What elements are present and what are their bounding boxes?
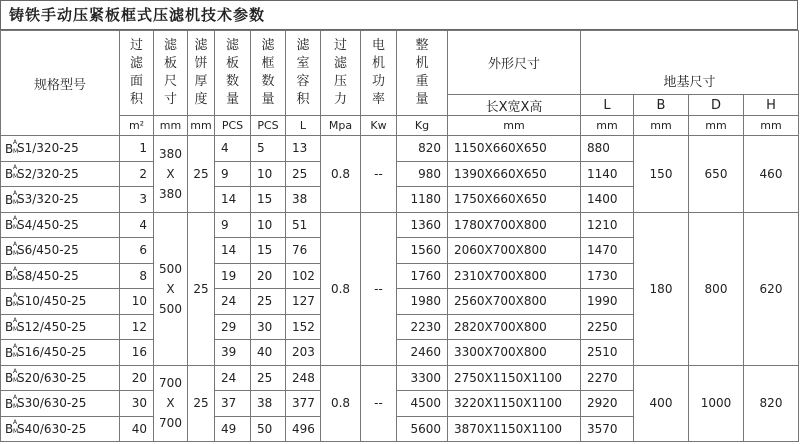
- unit-base-b: mm: [634, 116, 689, 136]
- dims-cell: 3220X1150X1100: [448, 391, 581, 417]
- dims-cell: 3300X700X800: [448, 340, 581, 366]
- frames-cell: 5: [251, 136, 286, 162]
- base-d-cell: 650: [689, 136, 744, 213]
- model-prefix-a: A: [13, 266, 18, 273]
- base-d-cell: 800: [689, 212, 744, 365]
- unit-frame-num: PCS: [251, 116, 286, 136]
- header-char: 量: [225, 92, 239, 107]
- plates-cell: 14: [215, 187, 251, 213]
- base-l-cell: 2510: [581, 340, 634, 366]
- volume-cell: 248: [286, 365, 321, 391]
- unit-area: m²: [120, 116, 154, 136]
- header-char: 过: [129, 38, 143, 53]
- frames-cell: 25: [251, 365, 286, 391]
- base-l-cell: 1470: [581, 238, 634, 264]
- volume-cell: 25: [286, 161, 321, 187]
- model-prefix: [5, 266, 19, 283]
- model-prefix: [5, 317, 19, 334]
- header-base-h: H: [744, 95, 799, 116]
- model-prefix-b: B: [5, 396, 14, 411]
- frames-cell: 38: [251, 391, 286, 417]
- header-power: [361, 31, 397, 116]
- model-prefix-a: A: [13, 189, 18, 197]
- model-prefix: [5, 189, 19, 207]
- model-text: S12/450-25: [17, 319, 87, 334]
- header-char: 机: [371, 56, 385, 71]
- header-char: 厚: [194, 74, 208, 89]
- weight-cell: 1980: [397, 289, 448, 315]
- table-title: 铸铁手动压紧板框式压滤机技术参数: [0, 0, 798, 30]
- model-prefix-m: M: [13, 377, 19, 384]
- plates-cell: 29: [215, 314, 251, 340]
- area-cell: 16: [120, 340, 154, 366]
- header-base-l: L: [581, 95, 634, 116]
- area-cell: 10: [120, 289, 154, 315]
- frames-cell: 15: [251, 238, 286, 264]
- model-prefix-b: B: [5, 141, 14, 156]
- unit-cake: mm: [188, 116, 215, 136]
- model-prefix-m: M: [13, 428, 19, 435]
- model-text: S4/450-25: [17, 217, 79, 232]
- base-b-cell: 180: [634, 212, 689, 365]
- model-prefix-b: B: [5, 218, 14, 232]
- model-prefix-a: A: [13, 291, 18, 299]
- header-char: 度: [194, 92, 208, 107]
- dims-cell: 2060X700X800: [448, 238, 581, 264]
- area-cell: 40: [120, 416, 154, 442]
- plates-cell: 39: [215, 340, 251, 366]
- plates-cell: 37: [215, 391, 251, 417]
- header-char: 率: [371, 92, 385, 107]
- header-char: 数: [225, 74, 239, 89]
- model-prefix: [5, 393, 19, 411]
- header-char: 滤: [261, 38, 275, 53]
- header-char: 尺: [163, 74, 177, 89]
- model-cell: [1, 161, 120, 187]
- base-h-cell: 620: [744, 212, 799, 365]
- base-b-cell: 150: [634, 136, 689, 213]
- frames-cell: 25: [251, 289, 286, 315]
- base-b-cell: 400: [634, 365, 689, 442]
- header-char: 功: [371, 74, 385, 89]
- header-model: 规格型号: [1, 31, 120, 136]
- model-cell: [1, 314, 120, 340]
- header-base: 地基尺寸: [581, 31, 799, 95]
- base-l-cell: 2270: [581, 365, 634, 391]
- model-cell: [1, 136, 120, 162]
- unit-base-d: mm: [689, 116, 744, 136]
- model-prefix-a: A: [13, 215, 18, 222]
- header-weight: [397, 31, 448, 116]
- plate-size-part: X: [166, 396, 175, 411]
- plate-size-cell: [154, 136, 188, 213]
- model-text: S8/450-25: [17, 268, 79, 283]
- header-volume: [286, 31, 321, 116]
- pressure-cell: 0.8: [321, 365, 361, 442]
- header-char: 压: [333, 74, 347, 89]
- model-cell: [1, 212, 120, 238]
- plates-cell: 9: [215, 161, 251, 187]
- model-prefix-m: M: [13, 173, 19, 180]
- base-d-cell: 1000: [689, 365, 744, 442]
- volume-cell: 377: [286, 391, 321, 417]
- plate-size-part: 500: [159, 261, 182, 276]
- base-l-cell: 1400: [581, 187, 634, 213]
- model-prefix-m: M: [13, 224, 19, 231]
- table-row: [1, 365, 799, 391]
- area-cell: 2: [120, 161, 154, 187]
- model-prefix-a: A: [13, 393, 18, 401]
- base-l-cell: 1140: [581, 161, 634, 187]
- model-prefix-b: B: [5, 269, 14, 283]
- header-base-b: B: [634, 95, 689, 116]
- area-cell: 4: [120, 212, 154, 238]
- area-cell: 12: [120, 314, 154, 340]
- weight-cell: 1360: [397, 212, 448, 238]
- model-prefix-a: A: [13, 419, 18, 426]
- power-cell: --: [361, 136, 397, 213]
- header-plate-num: [215, 31, 251, 116]
- header-char: 室: [296, 56, 310, 71]
- plate-size-part: 700: [159, 376, 182, 391]
- model-text: S2/320-25: [17, 166, 79, 181]
- volume-cell: 102: [286, 263, 321, 289]
- header-base-d: D: [689, 95, 744, 116]
- header-char: 饼: [194, 56, 208, 71]
- header-pressure: [321, 31, 361, 116]
- model-prefix: [5, 164, 19, 181]
- model-prefix-b: B: [5, 320, 14, 334]
- unit-outer: mm: [448, 116, 581, 136]
- model-cell: [1, 238, 120, 264]
- base-l-cell: 2920: [581, 391, 634, 417]
- base-l-cell: 1730: [581, 263, 634, 289]
- plate-size-part: 380: [159, 186, 182, 201]
- model-text: S10/450-25: [17, 294, 87, 308]
- base-l-cell: 1210: [581, 212, 634, 238]
- area-cell: 6: [120, 238, 154, 264]
- model-cell: [1, 289, 120, 315]
- header-char: 电: [371, 38, 385, 53]
- table-row: [1, 136, 799, 162]
- area-cell: 20: [120, 365, 154, 391]
- model-cell: [1, 391, 120, 417]
- header-char: 机: [415, 56, 429, 71]
- plates-cell: 49: [215, 416, 251, 442]
- frames-cell: 40: [251, 340, 286, 366]
- model-cell: [1, 365, 120, 391]
- weight-cell: 820: [397, 136, 448, 162]
- cake-cell: 25: [188, 212, 215, 365]
- header-char: 数: [261, 74, 275, 89]
- dims-cell: 1750X660X650: [448, 187, 581, 213]
- plate-size-part: 500: [159, 301, 182, 316]
- model-prefix-m: M: [13, 351, 19, 359]
- header-char: 板: [163, 56, 177, 71]
- header-char: 寸: [163, 92, 177, 107]
- frames-cell: 10: [251, 161, 286, 187]
- frames-cell: 20: [251, 263, 286, 289]
- plates-cell: 4: [215, 136, 251, 162]
- dims-cell: 2750X1150X1100: [448, 365, 581, 391]
- plate-size-part: X: [166, 281, 175, 296]
- base-l-cell: 3570: [581, 416, 634, 442]
- pressure-cell: 0.8: [321, 136, 361, 213]
- model-prefix: [5, 215, 19, 232]
- area-cell: 30: [120, 391, 154, 417]
- frames-cell: 10: [251, 212, 286, 238]
- weight-cell: 1560: [397, 238, 448, 264]
- model-prefix-m: M: [13, 402, 19, 410]
- model-prefix-b: B: [5, 422, 14, 436]
- header-char: 滤: [333, 56, 347, 71]
- header-char: 量: [415, 92, 429, 107]
- header-char: 板: [225, 56, 239, 71]
- model-prefix: [5, 368, 19, 385]
- model-text: S3/320-25: [17, 192, 79, 206]
- model-text: S1/320-25: [17, 141, 79, 155]
- area-cell: 8: [120, 263, 154, 289]
- frames-cell: 50: [251, 416, 286, 442]
- model-cell: [1, 263, 120, 289]
- model-prefix: [5, 138, 19, 156]
- weight-cell: 980: [397, 161, 448, 187]
- base-h-cell: 460: [744, 136, 799, 213]
- dims-cell: 1150X660X650: [448, 136, 581, 162]
- model-prefix-a: A: [13, 317, 18, 324]
- power-cell: --: [361, 365, 397, 442]
- base-l-cell: 1990: [581, 289, 634, 315]
- model-prefix-b: B: [5, 294, 14, 309]
- model-text: S16/450-25: [17, 345, 87, 359]
- header-char: 过: [333, 38, 347, 53]
- model-prefix-b: B: [5, 371, 14, 385]
- header-char: 容: [296, 74, 310, 89]
- model-prefix-b: B: [5, 243, 14, 258]
- weight-cell: 2230: [397, 314, 448, 340]
- spec-table: [0, 30, 799, 442]
- model-prefix: [5, 291, 19, 309]
- plates-cell: 19: [215, 263, 251, 289]
- volume-cell: 13: [286, 136, 321, 162]
- header-char: 滤: [129, 56, 143, 71]
- header-char: 积: [129, 92, 143, 107]
- model-prefix-a: A: [13, 368, 18, 375]
- volume-cell: 76: [286, 238, 321, 264]
- area-cell: 3: [120, 187, 154, 213]
- model-prefix-m: M: [13, 326, 19, 333]
- plates-cell: 24: [215, 365, 251, 391]
- weight-cell: 2460: [397, 340, 448, 366]
- dims-cell: 1780X700X800: [448, 212, 581, 238]
- volume-cell: 203: [286, 340, 321, 366]
- model-prefix-a: A: [13, 138, 18, 146]
- unit-weight: Kg: [397, 116, 448, 136]
- plate-size-part: 700: [159, 416, 182, 431]
- unit-pressure: Mpa: [321, 116, 361, 136]
- frames-cell: 15: [251, 187, 286, 213]
- volume-cell: 51: [286, 212, 321, 238]
- model-prefix-a: A: [13, 240, 18, 248]
- model-text: S30/630-25: [17, 396, 87, 410]
- power-cell: --: [361, 212, 397, 365]
- base-l-cell: 2250: [581, 314, 634, 340]
- unit-plate-size: mm: [154, 116, 188, 136]
- model-text: S20/630-25: [17, 370, 87, 385]
- model-cell: [1, 340, 120, 366]
- header-outer-sub: 长X宽X高: [448, 95, 581, 116]
- weight-cell: 4500: [397, 391, 448, 417]
- dims-cell: 1390X660X650: [448, 161, 581, 187]
- model-prefix: [5, 240, 19, 258]
- volume-cell: 127: [286, 289, 321, 315]
- header-char: 滤: [296, 38, 310, 53]
- header-char: 整: [415, 38, 429, 53]
- weight-cell: 3300: [397, 365, 448, 391]
- model-prefix-m: M: [13, 275, 19, 282]
- plates-cell: 24: [215, 289, 251, 315]
- unit-power: Kw: [361, 116, 397, 136]
- cake-cell: 25: [188, 365, 215, 442]
- unit-base-h: mm: [744, 116, 799, 136]
- cake-cell: 25: [188, 136, 215, 213]
- base-h-cell: 820: [744, 365, 799, 442]
- model-cell: [1, 187, 120, 213]
- header-char: 滤: [194, 38, 208, 53]
- header-char: 力: [333, 92, 347, 107]
- model-prefix-b: B: [5, 345, 14, 360]
- header-char: 框: [261, 56, 275, 71]
- header-char: 滤: [163, 38, 177, 53]
- header-char: 量: [261, 92, 275, 107]
- table-row: [1, 212, 799, 238]
- model-prefix-m: M: [13, 249, 19, 257]
- plate-size-part: X: [166, 166, 175, 181]
- unit-plate-num: PCS: [215, 116, 251, 136]
- frames-cell: 30: [251, 314, 286, 340]
- plate-size-cell: [154, 212, 188, 365]
- model-prefix-m: M: [13, 198, 19, 206]
- model-cell: [1, 416, 120, 442]
- header-frame-num: [251, 31, 286, 116]
- header-char: 面: [129, 74, 143, 89]
- header-area: [120, 31, 154, 116]
- weight-cell: 5600: [397, 416, 448, 442]
- plates-cell: 14: [215, 238, 251, 264]
- base-l-cell: 880: [581, 136, 634, 162]
- unit-base-l: mm: [581, 116, 634, 136]
- model-prefix: [5, 419, 19, 436]
- model-text: S40/630-25: [17, 421, 87, 436]
- plate-size-part: 380: [159, 146, 182, 161]
- header-cake: [188, 31, 215, 116]
- header-char: 滤: [225, 38, 239, 53]
- model-prefix-a: A: [13, 342, 18, 350]
- pressure-cell: 0.8: [321, 212, 361, 365]
- volume-cell: 152: [286, 314, 321, 340]
- weight-cell: 1760: [397, 263, 448, 289]
- header-outer: 外形尺寸: [448, 31, 581, 95]
- dims-cell: 3870X1150X1100: [448, 416, 581, 442]
- area-cell: 1: [120, 136, 154, 162]
- model-prefix-a: A: [13, 164, 18, 171]
- dims-cell: 2820X700X800: [448, 314, 581, 340]
- model-prefix-m: M: [13, 300, 19, 308]
- volume-cell: 38: [286, 187, 321, 213]
- weight-cell: 1180: [397, 187, 448, 213]
- unit-volume: L: [286, 116, 321, 136]
- header-char: 积: [296, 92, 310, 107]
- plate-size-cell: [154, 365, 188, 442]
- model-text: S6/450-25: [17, 243, 79, 257]
- model-prefix-b: B: [5, 192, 14, 207]
- model-prefix-b: B: [5, 167, 14, 181]
- dims-cell: 2310X700X800: [448, 263, 581, 289]
- header-char: 重: [415, 74, 429, 89]
- model-prefix: [5, 342, 19, 360]
- dims-cell: 2560X700X800: [448, 289, 581, 315]
- model-prefix-m: M: [13, 147, 19, 155]
- volume-cell: 496: [286, 416, 321, 442]
- plates-cell: 9: [215, 212, 251, 238]
- header-plate-size: [154, 31, 188, 116]
